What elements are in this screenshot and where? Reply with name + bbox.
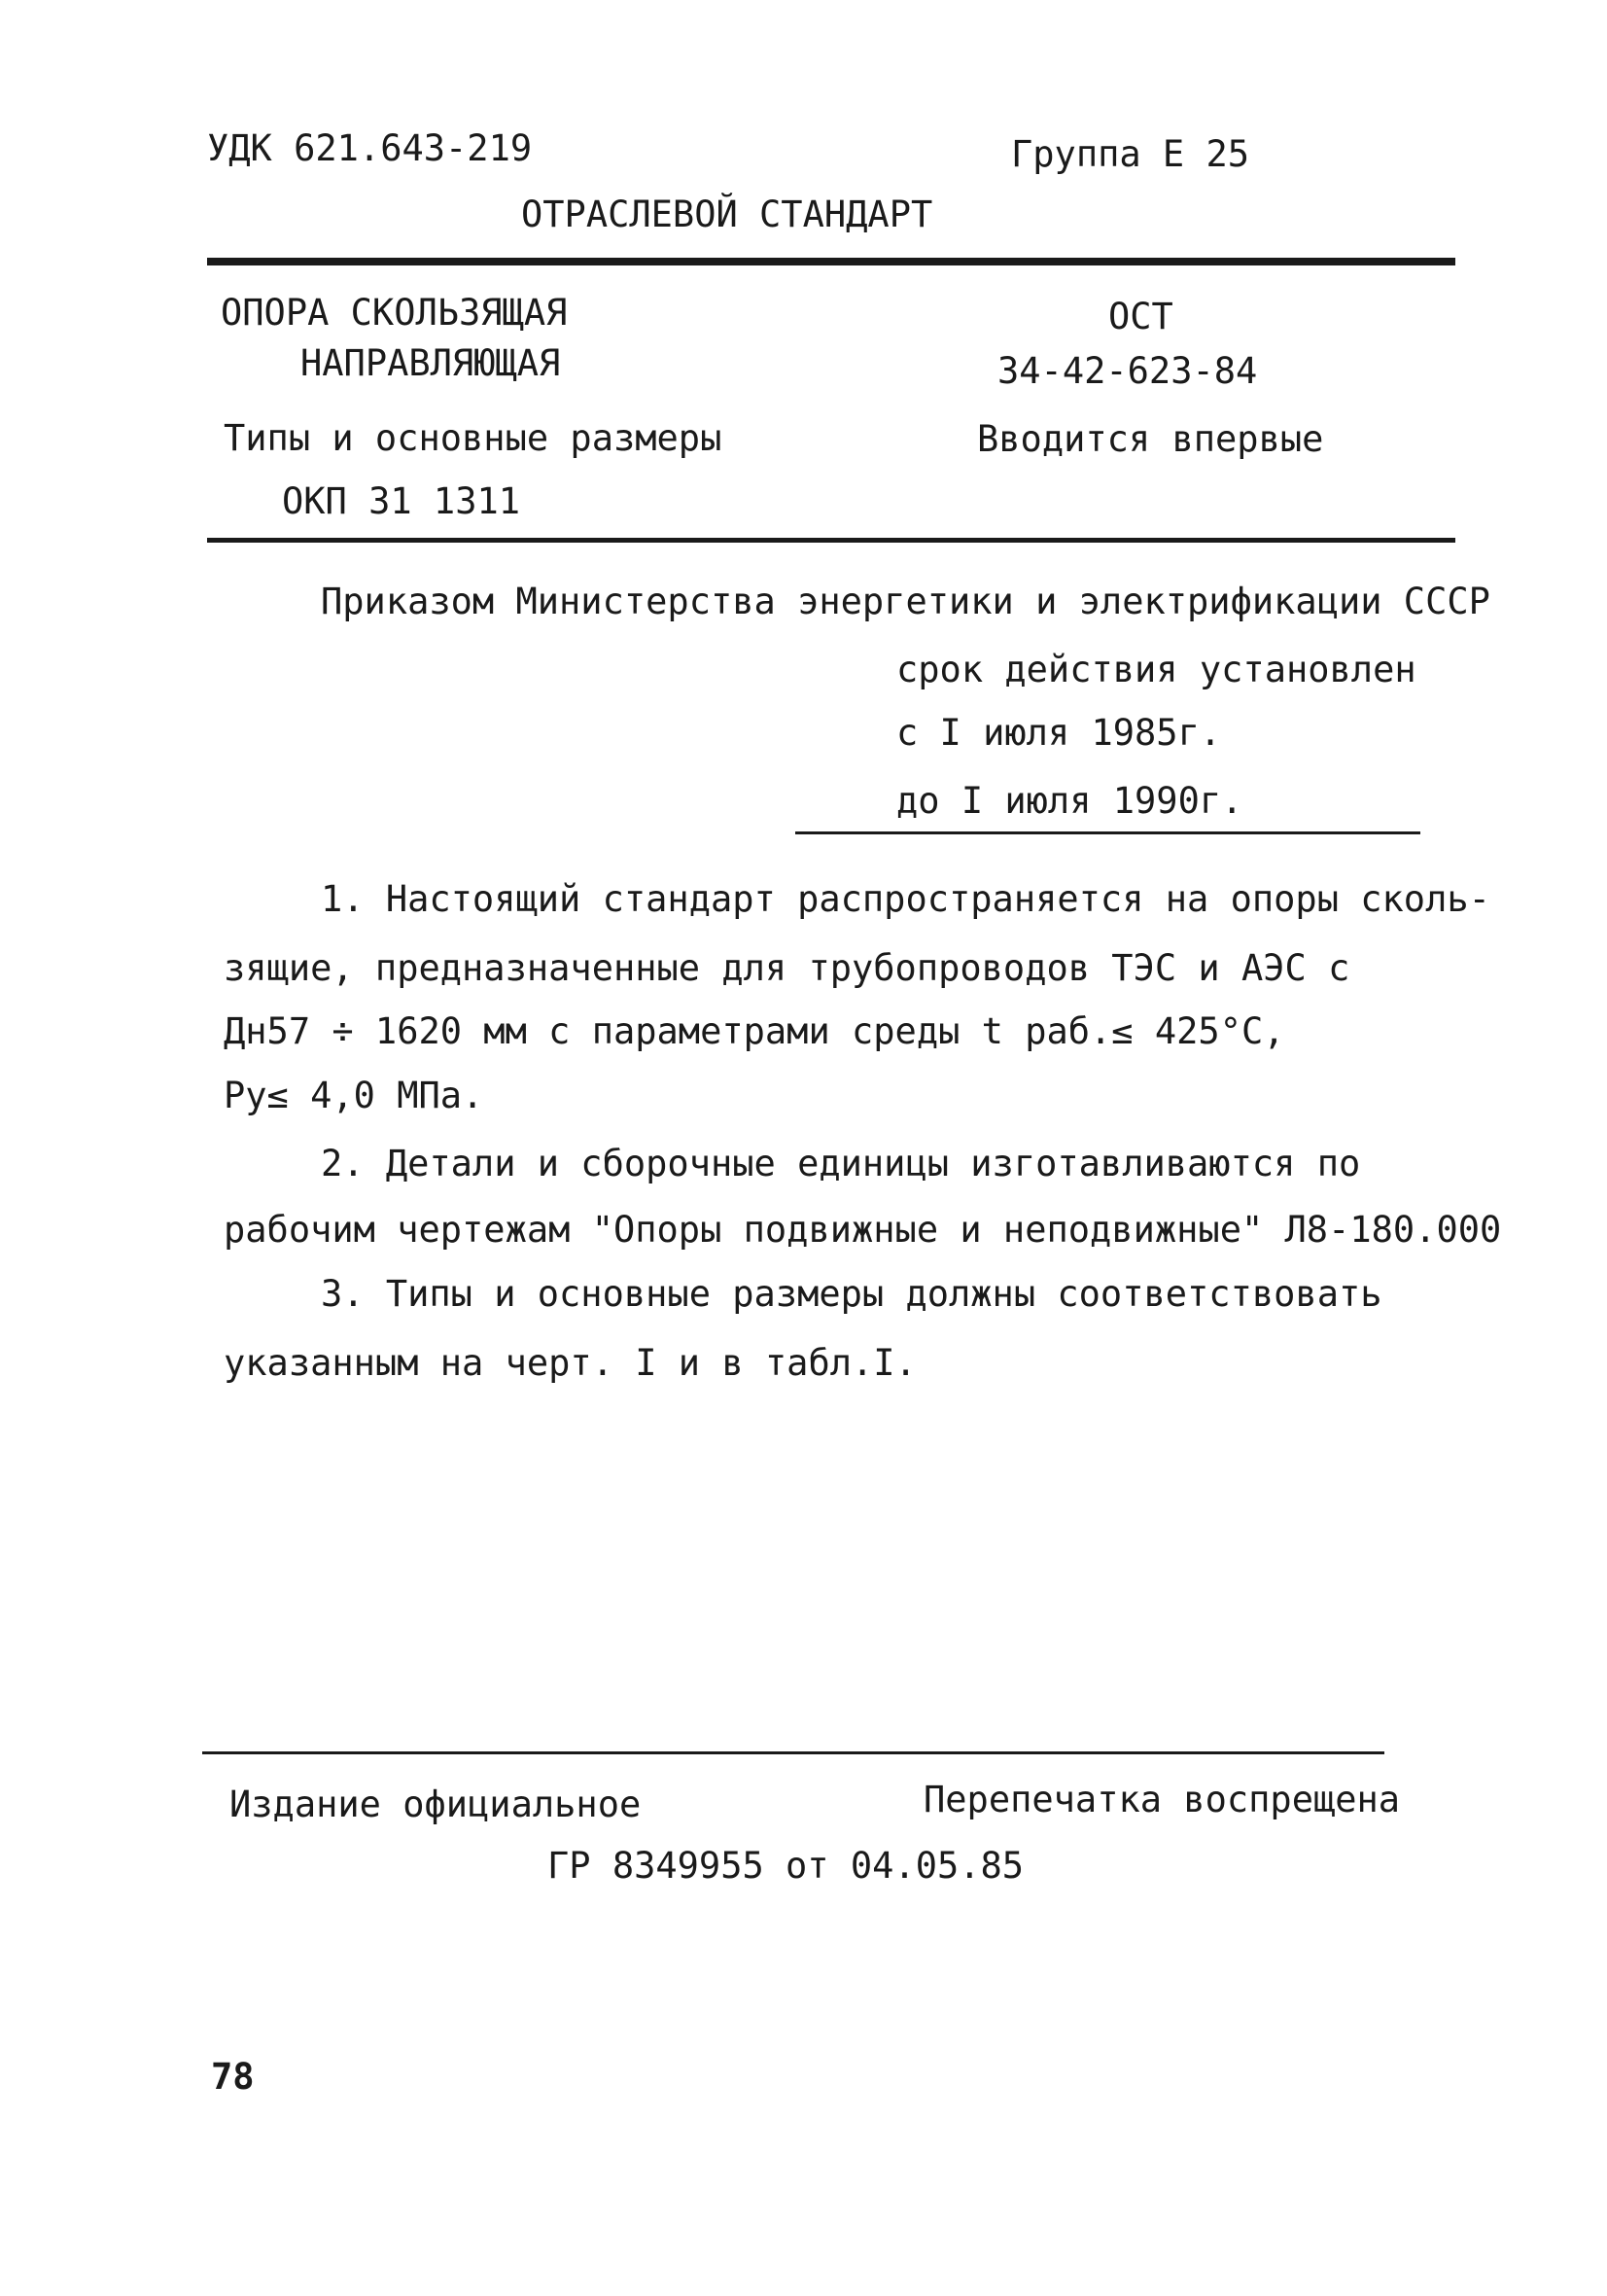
footer-rule [202,1751,1384,1754]
paragraph-2-line-1: 2. Детали и сборочные единицы изготавливаются по [321,1143,1361,1184]
title-line-1: ОПОРА СКОЛЬЗЯЩАЯ [221,292,568,334]
title-block-rule [207,538,1455,543]
order-line-2: срок действия установлен [896,649,1416,690]
registration-number: ГР 8349955 от 04.05.85 [547,1845,1025,1887]
paragraph-1-line-1: 1. Настоящий стандарт распространяется на опоры сколь- [321,878,1490,920]
paragraph-1-line-3: Дн57 ÷ 1620 мм с параметрами среды t раб.≤ 425°С, [224,1010,1285,1052]
standard-category: ОТРАСЛЕВОЙ СТАНДАРТ [521,194,933,235]
udk-code: УДК 621.643-219 [207,127,533,169]
group-code: Группа Е 25 [1011,133,1250,175]
top-thick-rule [207,258,1455,265]
title-line-2: НАПРАВЛЯЮЩАЯ [300,342,561,384]
order-line-1: Приказом Министерства энергетики и электрификации СССР [321,581,1490,622]
paragraph-3-line-1: 3. Типы и основные размеры должны соответствовать [321,1273,1382,1315]
paragraph-2-line-2: рабочим чертежам "Опоры подвижные и неподвижные" Л8-180.000 [224,1209,1502,1251]
ost-number: 34-42-623-84 [997,350,1258,392]
ost-label: ОСТ [1108,296,1173,337]
validity-rule [795,831,1420,834]
validity-start: с I июля 1985г. [896,712,1222,754]
paragraph-1-line-2: зящие, предназначенные для трубопроводов ТЭС и АЭС с [224,947,1350,989]
edition-note: Издание официальное [229,1784,642,1825]
page-number: 78 [211,2056,255,2098]
paragraph-3-line-2: указанным на черт. I и в табл.I. [224,1342,917,1384]
reprint-note: Перепечатка воспрещена [924,1779,1401,1820]
introduced-note: Вводится впервые [977,418,1324,460]
validity-end: до I июля 1990г. [896,780,1243,822]
subtitle: Типы и основные размеры [224,417,722,459]
okp-code: ОКП 31 1311 [282,480,521,522]
paragraph-1-line-4: Ру≤ 4,0 МПа. [224,1075,484,1116]
